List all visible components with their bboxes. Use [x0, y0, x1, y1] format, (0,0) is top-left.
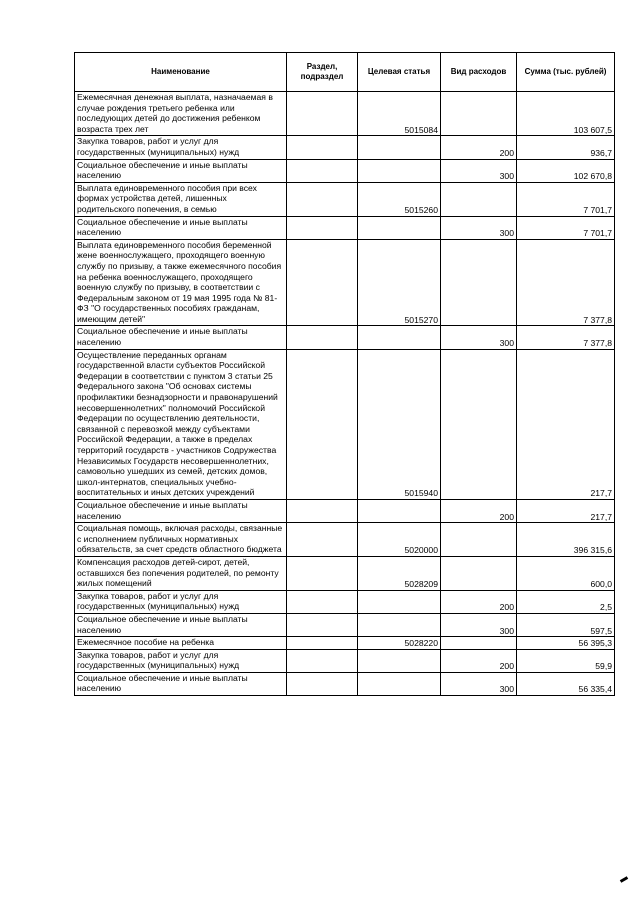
cell-sum: 597,5 [517, 613, 615, 636]
cell-section [287, 590, 358, 613]
cell-section [287, 649, 358, 672]
cell-name: Закупка товаров, работ и услуг для государственных (муниципальных) нужд [75, 649, 287, 672]
cell-type: 300 [441, 672, 517, 695]
table-row [75, 349, 615, 499]
cell-type: 200 [441, 136, 517, 159]
cell-name: Социальное обеспечение и иные выплаты населению [75, 499, 287, 522]
header-target: Целевая статья [358, 53, 441, 92]
cell-section [287, 349, 358, 499]
cell-type [441, 523, 517, 557]
cell-type: 300 [441, 326, 517, 349]
cell-target [358, 159, 441, 182]
cell-type [441, 182, 517, 216]
cell-section [287, 159, 358, 182]
table-row [75, 613, 615, 636]
cell-name: Выплата единовременного пособия при всех формах устройства детей, лишенных родительского попечения, в семью [75, 182, 287, 216]
cell-sum: 102 670,8 [517, 159, 615, 182]
cell-type: 300 [441, 216, 517, 239]
cell-section [287, 136, 358, 159]
cell-target: 5015940 [358, 349, 441, 499]
cell-sum: 56 395,3 [517, 637, 615, 650]
table-row [75, 499, 615, 522]
cell-target: 5015270 [358, 239, 441, 326]
cell-sum: 2,5 [517, 590, 615, 613]
cell-type [441, 556, 517, 590]
cell-section [287, 182, 358, 216]
cell-section [287, 92, 358, 136]
corner-mark [620, 876, 628, 883]
cell-section [287, 326, 358, 349]
table-row [75, 239, 615, 326]
cell-section [287, 672, 358, 695]
cell-target: 5028209 [358, 556, 441, 590]
cell-sum: 7 701,7 [517, 182, 615, 216]
cell-target [358, 216, 441, 239]
cell-type [441, 239, 517, 326]
cell-sum: 56 335,4 [517, 672, 615, 695]
cell-type: 300 [441, 613, 517, 636]
cell-name: Осуществление переданных органам государственной власти субъектов Российской Федерации в соответствии с пунктом 3 статьи 25 Федерального закона "Об основах системы профилактики безнадзорности и правонарушений несовершеннолетних" полномочий Российской Федерации по осуществлению деятельности, связанной с перевозкой между субъектами Российской Федерации, а также в пределах территорий государств - участников Содружества Независимых Государств несовершеннолетних, самовольно ушедших из семей, детских домов, школ-интернатов, специальных учебно-воспитательных и иных детских учреждений [75, 349, 287, 499]
cell-name: Социальное обеспечение и иные выплаты населению [75, 672, 287, 695]
cell-name: Закупка товаров, работ и услуг для государственных (муниципальных) нужд [75, 590, 287, 613]
cell-sum: 7 377,8 [517, 239, 615, 326]
cell-name: Выплата единовременного пособия беременной жене военнослужащего, проходящего военную службу по призыву, а также ежемесячного пособия на ребенка военнослужащего, проходящего военную службу по призыву, в соответствии с Федеральным законом от 19 мая 1995 года № 81-ФЗ "О государственных пособиях гражданам, имеющим детей" [75, 239, 287, 326]
table-row [75, 672, 615, 695]
cell-sum: 217,7 [517, 499, 615, 522]
cell-target: 5015084 [358, 92, 441, 136]
cell-section [287, 637, 358, 650]
cell-sum: 59,9 [517, 649, 615, 672]
cell-target: 5028220 [358, 637, 441, 650]
cell-target [358, 590, 441, 613]
cell-name: Ежемесячное пособие на ребенка [75, 637, 287, 650]
cell-name: Ежемесячная денежная выплата, назначаемая в случае рождения третьего ребенка или последующих детей до достижения ребенком возраста трех лет [75, 92, 287, 136]
cell-target [358, 136, 441, 159]
cell-section [287, 499, 358, 522]
header-type: Вид расходов [441, 53, 517, 92]
cell-section [287, 523, 358, 557]
cell-sum: 936,7 [517, 136, 615, 159]
cell-type [441, 637, 517, 650]
table-row [75, 216, 615, 239]
cell-sum: 600,0 [517, 556, 615, 590]
cell-sum: 7 377,8 [517, 326, 615, 349]
table-row [75, 136, 615, 159]
header-row [75, 53, 615, 92]
cell-type: 200 [441, 590, 517, 613]
table-row [75, 159, 615, 182]
cell-name: Социальное обеспечение и иные выплаты населению [75, 159, 287, 182]
cell-section [287, 216, 358, 239]
header-name: Наименование [75, 53, 287, 92]
cell-name: Социальная помощь, включая расходы, связанные с исполнением публичных нормативных обязательств, за счет средств областного бюджета [75, 523, 287, 557]
cell-section [287, 556, 358, 590]
cell-target [358, 613, 441, 636]
cell-target [358, 672, 441, 695]
header-section: Раздел, подраздел [287, 53, 358, 92]
cell-target: 5020000 [358, 523, 441, 557]
cell-name: Компенсация расходов детей-сирот, детей, оставшихся без попечения родителей, по ремонту жилых помещений [75, 556, 287, 590]
table-row [75, 326, 615, 349]
cell-section [287, 613, 358, 636]
cell-sum: 7 701,7 [517, 216, 615, 239]
table-row [75, 590, 615, 613]
cell-target [358, 649, 441, 672]
cell-section [287, 239, 358, 326]
table-row [75, 92, 615, 136]
table-row [75, 523, 615, 557]
cell-type: 300 [441, 159, 517, 182]
cell-name: Закупка товаров, работ и услуг для государственных (муниципальных) нужд [75, 136, 287, 159]
cell-type [441, 92, 517, 136]
cell-type: 200 [441, 499, 517, 522]
cell-name: Социальное обеспечение и иные выплаты населению [75, 613, 287, 636]
cell-sum: 103 607,5 [517, 92, 615, 136]
cell-target [358, 499, 441, 522]
header-sum: Сумма (тыс. рублей) [517, 53, 615, 92]
cell-target: 5015260 [358, 182, 441, 216]
table-row [75, 556, 615, 590]
table-row [75, 649, 615, 672]
cell-type: 200 [441, 649, 517, 672]
cell-name: Социальное обеспечение и иные выплаты населению [75, 326, 287, 349]
cell-name: Социальное обеспечение и иные выплаты населению [75, 216, 287, 239]
table-row [75, 182, 615, 216]
table-row [75, 637, 615, 650]
cell-target [358, 326, 441, 349]
cell-type [441, 349, 517, 499]
cell-sum: 396 315,6 [517, 523, 615, 557]
budget-table [74, 52, 615, 696]
cell-sum: 217,7 [517, 349, 615, 499]
